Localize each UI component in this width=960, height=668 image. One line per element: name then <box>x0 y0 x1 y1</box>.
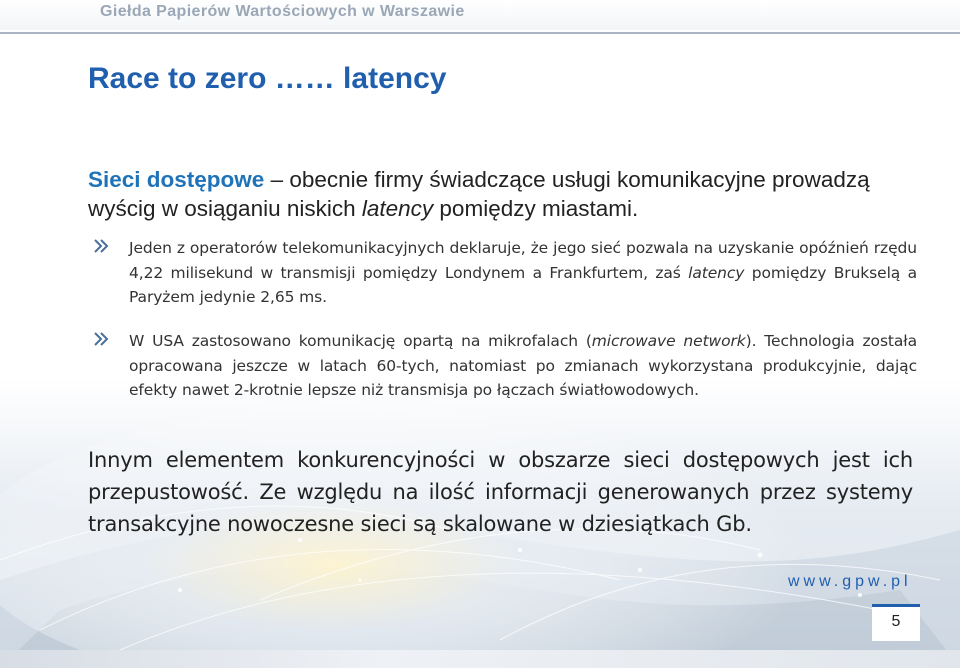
double-chevron-icon <box>92 238 110 254</box>
bullet-text-a: W USA zastosowano komunikację opartą na mikrofalach ( <box>129 332 592 350</box>
intro-text-b: pomiędzy miastami. <box>433 196 639 221</box>
bullet-text-a: Jeden z operatorów telekomunikacyjnych deklaruje, że jego sieć pozwala na uzyskanie opóźnień rzędu 4,22 milisekund w transmisji pomiędzy Londynem a Frankfurtem, zaś <box>129 239 917 282</box>
bullet-text <box>129 236 917 310</box>
header-divider <box>0 32 960 34</box>
intro-paragraph <box>88 165 918 223</box>
institution-name: Giełda Papierów Wartościowych w Warszawie <box>100 3 465 20</box>
bullet-italic: latency <box>688 263 745 282</box>
bullet-item <box>92 329 917 403</box>
page-number-box <box>872 604 920 641</box>
bullet-text <box>129 329 917 403</box>
double-chevron-icon <box>92 331 110 347</box>
website-link[interactable]: www.gpw.pl <box>788 573 912 590</box>
intro-italic: latency <box>361 196 434 221</box>
bullet-text-b: ). Technologia została opracowana jeszcze w latach 60-tych, natomiast po zmianach wykorzystana produkcyjnie, dając efekty nawet 2-krotnie lepsze niż transmisja po łączach światłowodowych. <box>129 332 917 399</box>
closing-paragraph: Innym elementem konkurencyjności w obszarze sieci dostępowych jest ich przepustowość. Ze względu na ilość informacji generowanych przez systemy transakcyjne nowoczesne sieci są skalowane w dziesiątkach Gb. <box>88 448 913 536</box>
page-number: 5 <box>891 613 901 630</box>
intro-text-a: – obecnie firmy świadczące usługi komunikacyjne prowadzą wyścig w osiąganiu niskich <box>88 167 870 221</box>
bullet-item <box>92 236 917 310</box>
intro-highlight: Sieci dostępowe <box>88 167 265 192</box>
footer-bar <box>0 650 960 668</box>
bullet-text-b: pomiędzy Brukselą a Paryżem jedynie 2,65 ms. <box>129 263 917 306</box>
bullet-italic: microwave network <box>591 332 746 350</box>
slide-title: Race to zero …… latency <box>88 62 447 95</box>
